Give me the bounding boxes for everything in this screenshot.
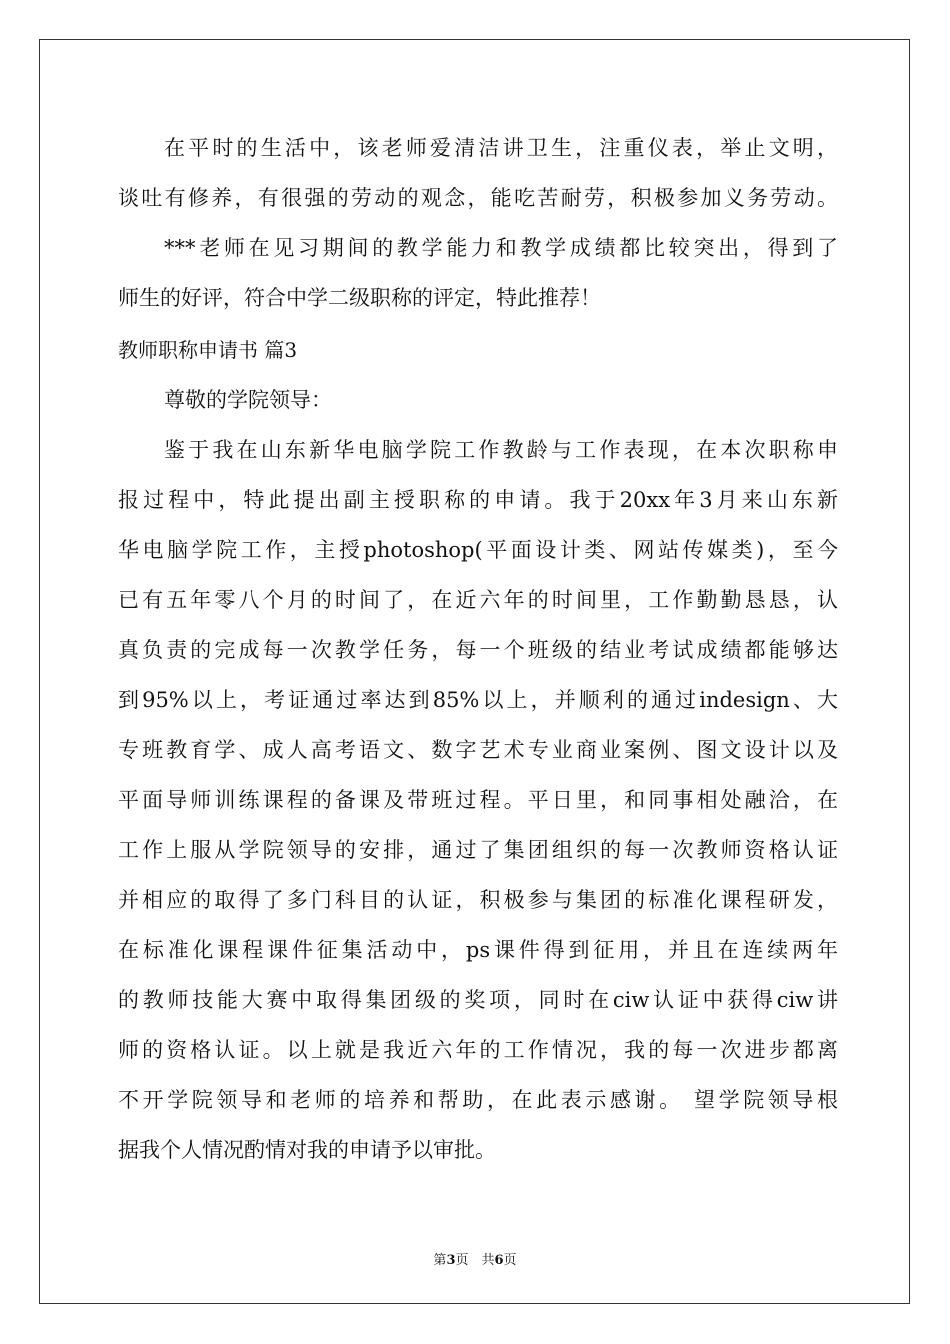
paragraph-line: 到95%以上，考证通过率达到85%以上，并顺利的通过indesign、大 — [118, 688, 838, 712]
paragraph-line: 在平时的生活中，该老师爱清洁讲卫生，注重仪表，举止文明， — [164, 136, 838, 160]
salutation: 尊敬的学院领导： — [164, 388, 332, 412]
page-footer — [0, 1249, 950, 1268]
page-prefix: 第 — [433, 1253, 447, 1268]
page-border — [39, 39, 910, 1304]
section-heading: 教师职称申请书 篇3 — [118, 338, 298, 362]
page-mid: 页 共 — [455, 1253, 495, 1268]
paragraph-line: 的教师技能大赛中取得集团级的奖项，同时在ciw认证中获得ciw讲 — [118, 988, 838, 1012]
paragraph-line: 专班教育学、成人高考语文、数字艺术专业商业案例、图文设计以及 — [118, 738, 838, 762]
paragraph-line: 真负责的完成每一次教学任务，每一个班级的结业考试成绩都能够达 — [118, 638, 838, 662]
paragraph-line: 谈吐有修养，有很强的劳动的观念，能吃苦耐劳，积极参加义务劳动。 — [118, 186, 838, 210]
current-page-number: 3 — [446, 1253, 456, 1268]
page-suffix: 页 — [503, 1253, 517, 1268]
paragraph-line: 华电脑学院工作，主授photoshop(平面设计类、网站传媒类)，至今 — [118, 538, 838, 562]
paragraph-line: 师的资格认证。以上就是我近六年的工作情况，我的每一次进步都离 — [118, 1038, 838, 1062]
paragraph-line: 报过程中，特此提出副主授职称的申请。我于20xx年3月来山东新 — [118, 488, 838, 512]
paragraph-line: 据我个人情况酌情对我的申请予以审批。 — [118, 1138, 496, 1162]
paragraph-line: 不开学院领导和老师的培养和帮助，在此表示感谢。 望学院领导根 — [118, 1088, 838, 1112]
total-page-number: 6 — [494, 1253, 504, 1268]
paragraph-line: ***老师在见习期间的教学能力和教学成绩都比较突出，得到了 — [164, 236, 838, 260]
paragraph-line: 已有五年零八个月的时间了，在近六年的时间里，工作勤勤恳恳，认 — [118, 588, 838, 612]
paragraph-line: 工作上服从学院领导的安排，通过了集团组织的每一次教师资格认证 — [118, 838, 838, 862]
paragraph-line: 并相应的取得了多门科目的认证，积极参与集团的标准化课程研发， — [118, 888, 838, 912]
paragraph-line: 鉴于我在山东新华电脑学院工作教龄与工作表现，在本次职称申 — [164, 438, 838, 462]
paragraph-line: 师生的好评，符合中学二级职称的评定，特此推荐！ — [118, 286, 601, 310]
paragraph-line: 平面导师训练课程的备课及带班过程。平日里，和同事相处融洽，在 — [118, 788, 838, 812]
paragraph-line: 在标准化课程课件征集活动中，ps课件得到征用，并且在连续两年 — [118, 938, 838, 962]
